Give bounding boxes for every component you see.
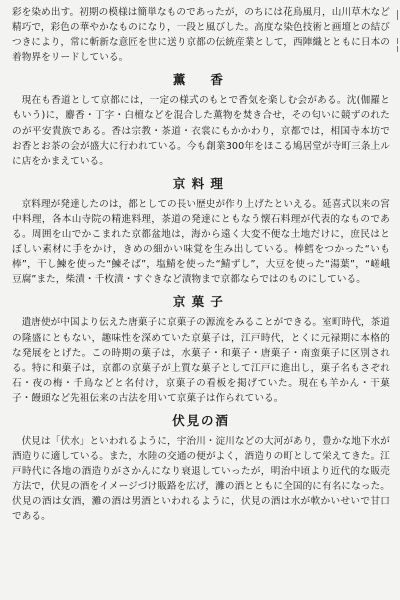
section-heading-kyoryori: 京料理 — [172, 175, 230, 191]
section-body-kyogashi: 遣唐使が中国より伝えた唐菓子に京菓子の源流をみることができる。室町時代，茶道の隆盛にともない，趣味性を深めていた京菓子は，江戸時代，とくに元禄期に本格的な発展をとげた。この時期の菓子は，水菓子・和菓子・唐菓子・南蛮菓子に区別される。特に和菓子は，京都の京菓子が上質な菓子として江戸に進出し，菓子名もさぞれ石・夜の梅・千鳥などと名付け，京菓子の看板を掲げていた。現在も羊かん・干菓子・饅頭など先祖伝来の古法を用いて京菓子は作られている。 — [12, 317, 390, 404]
section-heading-kyogashi: 京菓子 — [172, 294, 230, 310]
section-body-fushimi-sake: 伏見は「伏水」といわれるように，宇治川・淀川などの大河があり，豊かな地下水が酒造りに適している。また，水陸の交通の便がよく，酒造りの町として栄えてきた。江戸時代に各地の酒造りがさかんになり衰退していったが，明治中頃より近代的な販売方法で，伏見の酒をイメージづけ販路を広げ，灘の酒とともに全国的に有名になった。伏見の酒は女酒，灘の酒は男酒といわれるように，伏見の酒は水が軟かいせいで甘口である。 — [12, 435, 390, 523]
edge-mark — [391, 46, 398, 52]
edge-mark — [391, 10, 398, 20]
section-heading-kunko: 薫 香 — [172, 72, 230, 88]
section-heading-fushimi-sake: 伏見の酒 — [172, 412, 230, 428]
section-body-kyoryori: 京料理が発達したのは，都としての長い歴史が作り上げたといえる。延喜式以来の宮中料理，各本山寺院の精進料理，茶道の発達にともなう懐石料理が代表的なものである。周囲を山でかこまれた京都盆地は，海から遠く大変不便な土地だけに，庶民はとぼしい素材に手をかけ，きめの細かい味覚を生み出している。棒鱈をつかった“いも棒”，干し鰊を使った“鰊そば”，塩鯖を使った“鯖ずし”，大豆を使った“湯葉”，“嵯峨豆腐”また，柴漬・千枚漬・すぐきなど漬物まで京都ならではのものにしている。 — [12, 198, 390, 286]
section-body-kunko: 現在も香道として京都には，一定の様式のもとで香気を楽しむ会がある。沈(伽羅ともいう)に，麝香・丁字・白檀などを混合した薫物を焚き合せ，その匂いに競ずのれたのが平安貴族である。香は宗教・茶道・衣裳にもかかわり，京都では，相国寺本坊でお香とお茶の会が盛大に行われている。今も創業300年をほこる鳩居堂が寺町三条上ルに店をかまえている。 — [12, 95, 390, 167]
edge-mark — [391, 38, 398, 44]
intro-paragraph: 彩を染め出す。初期の模様は簡単なものであったが，のちには花鳥風月，山川草木など精巧で，彩色の華やかなものになり，一段と風びした。高度な染色技術と画壇との結びつきにより，常に斬新な意匠を世に送り京都の伝統産業として，西陣織とともに日本の着物界をリードしている。 — [12, 7, 390, 64]
